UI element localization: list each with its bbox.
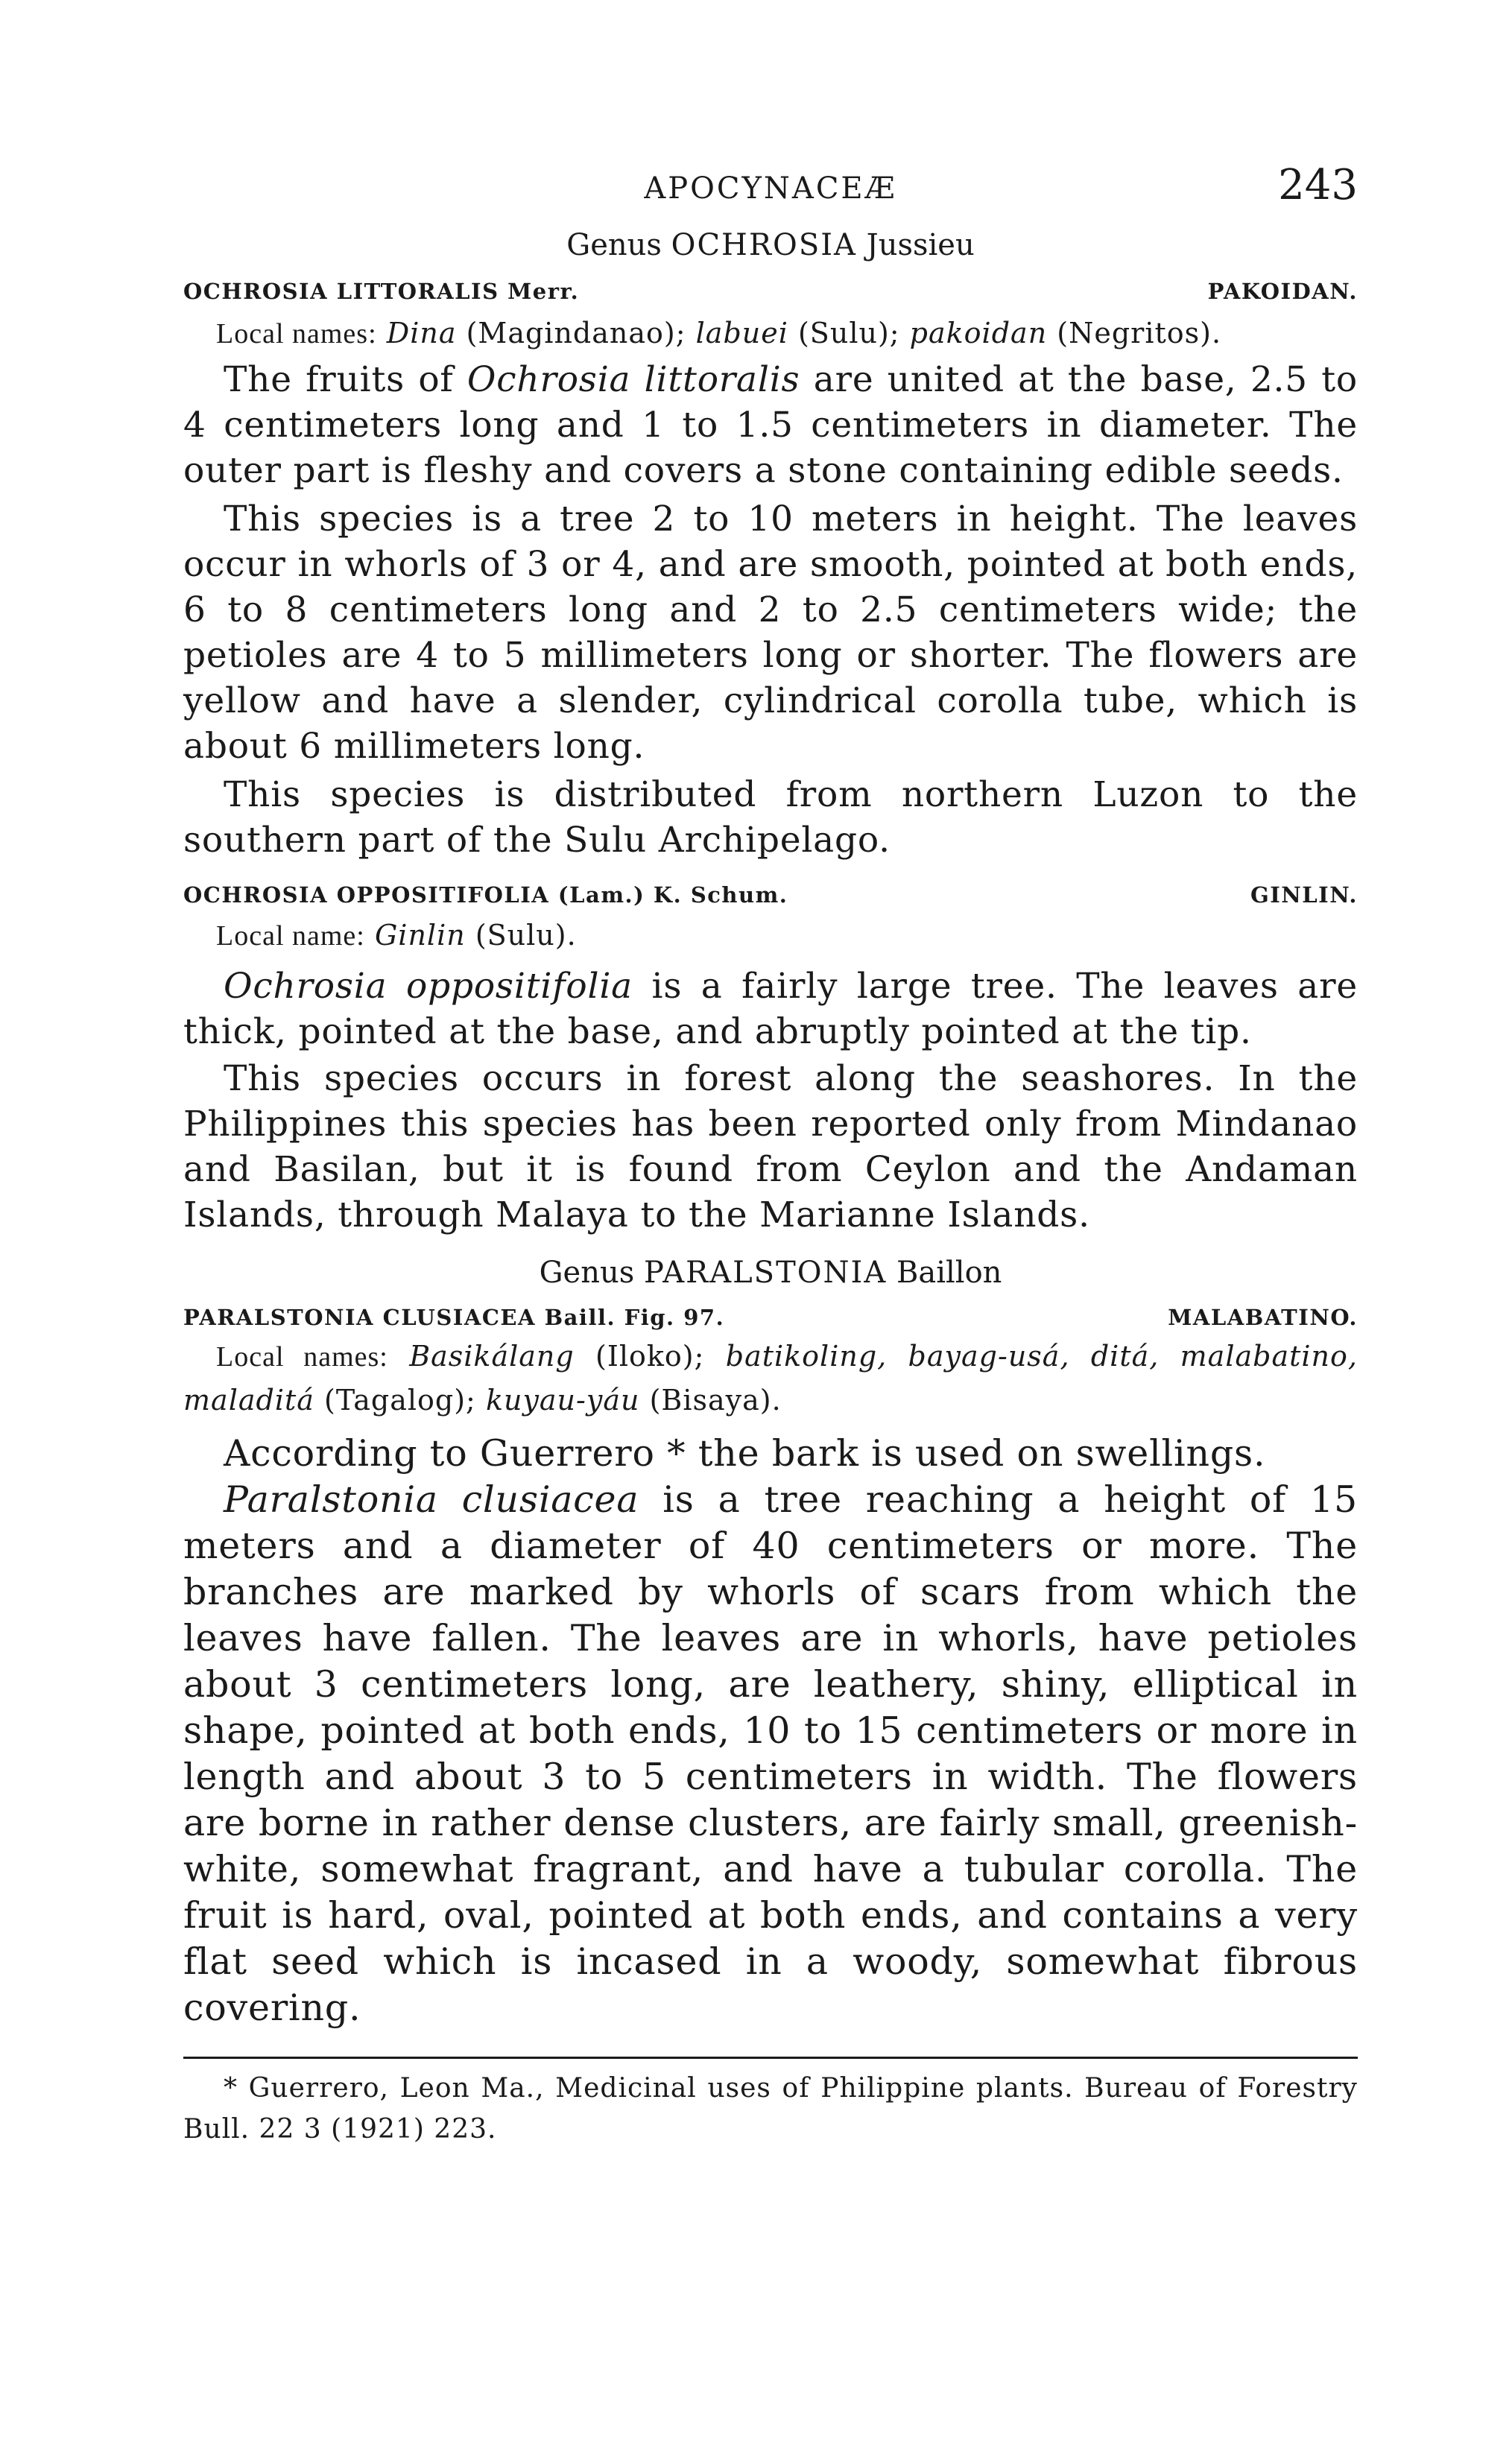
running-head <box>183 161 1358 222</box>
species-author: (Lam.) K. Schum. <box>557 882 788 908</box>
local-name: batikoling, bayag-usá, ditá, malabatino, maladitá <box>183 1340 1358 1417</box>
genus-word: Genus <box>566 228 662 262</box>
local-names-label: Local names: <box>216 1341 388 1373</box>
genus-heading-paralstonia <box>183 1256 1358 1290</box>
local-name: pakoidan <box>909 317 1048 349</box>
local-name: Ginlin <box>374 919 466 952</box>
paragraph-distribution <box>183 772 1358 863</box>
paragraph-fruits <box>183 357 1358 493</box>
paragraph-oppositifolia-description <box>183 963 1358 1054</box>
local-name: kuyau-yáu <box>485 1384 640 1417</box>
local-language: (Magindanao); <box>466 317 686 349</box>
local-names-label: Local name: <box>216 920 365 952</box>
local-language: (Sulu). <box>475 919 577 952</box>
local-language: (Tagalog); <box>324 1384 476 1417</box>
local-language: (Negritos). <box>1057 317 1222 349</box>
paragraph-text: are united at the base, 2.5 to 4 centimeters long and 1 to 1.5 centimeters in diameter. The outer part is fleshy and covers a stone containing edible seeds. <box>183 359 1358 491</box>
species-name: OCHROSIA LITTORALIS <box>183 279 499 304</box>
genus-author: Jussieu <box>866 228 975 262</box>
local-name: Basikálang <box>409 1340 575 1373</box>
common-name: PAKOIDAN. <box>1207 279 1358 304</box>
genus-heading-ochrosia <box>183 228 1358 262</box>
local-language: (Sulu); <box>797 317 900 349</box>
paragraph-description <box>183 496 1358 769</box>
local-names-label: Local names: <box>216 318 377 349</box>
paragraph-oppositifolia-distribution <box>183 1056 1358 1238</box>
paragraph-text: This species occurs in forest along the seashores. In the Philippines this species has been reported only from Mindanao and Basilan, but it is found from Ceylon and the Andaman Islands, through Malaya to the Marianne Islands. <box>183 1058 1358 1235</box>
species-name: OCHROSIA OPPOSITIFOLIA <box>183 882 550 908</box>
running-title: APOCYNACEÆ <box>644 171 897 206</box>
local-language: (Bisaya). <box>649 1384 782 1417</box>
genus-word: Genus <box>539 1256 635 1290</box>
local-names-ochrosia-littoralis <box>183 310 1358 357</box>
genus-name: PARALSTONIA <box>643 1256 888 1290</box>
paragraph-text: This species is distributed from northern Luzon to the southern part of the Sulu Archipelago. <box>183 774 1358 861</box>
species-heading-paralstonia-clusiacea <box>183 1305 1358 1330</box>
paragraph-text: This species is a tree 2 to 10 meters in height. The leaves occur in whorls of 3 or 4, and are smooth, pointed at both ends, 6 to 8 centimeters long and 2 to 2.5 centimeters wide; the petioles are 4 to 5 millimeters long or shorter. The flowers are yellow and have a slender, cylindrical corolla tube, which is about 6 millimeters long. <box>183 499 1358 767</box>
species-italic: Paralstonia clusiacea <box>224 1478 639 1521</box>
paragraph-lead: The fruits of <box>224 359 454 400</box>
local-language: (Iloko); <box>595 1340 705 1373</box>
local-name: labuei <box>695 317 788 349</box>
common-name: MALABATINO. <box>1168 1305 1358 1330</box>
page-number: 243 <box>1278 161 1358 209</box>
species-author: Merr. <box>507 279 580 304</box>
genus-author: Baillon <box>896 1256 1002 1290</box>
footnote: * Guerrero, Leon Ma., Medicinal uses of Philippine plants. Bureau of Forestry Bull. 22 3 (1921) 223. <box>183 2073 1358 2145</box>
species-italic: Ochrosia oppositifolia <box>224 966 633 1007</box>
book-page <box>183 161 1358 2364</box>
species-name: PARALSTONIA CLUSIACEA <box>183 1305 537 1330</box>
paragraph-text: is a tree reaching a height of 15 meters and a diameter of 40 centimeters or more. The branches are marked by whorls of scars from which the leaves have fallen. The leaves are in whorls, have petioles about 3 centimeters long, are leathery, shiny, elliptical in shape, pointed at both ends, 10 to 15 centimeters or more in length and about 3 to 5 centimeters in width. The flowers are borne in rather dense clusters, are fairly small, greenish-white, somewhat fragrant, and have a tubular corolla. The fruit is hard, oval, pointed at both ends, and contains a very flat seed which is incased in a woody, somewhat fibrous covering. <box>183 1478 1358 2029</box>
species-heading-ochrosia-oppositifolia <box>183 882 1358 908</box>
local-names-ochrosia-oppositifolia <box>183 912 1358 959</box>
local-name: Dina <box>386 317 457 349</box>
footnote-rule <box>183 2057 1358 2059</box>
common-name: GINLIN. <box>1250 882 1358 908</box>
local-names-paralstonia-clusiacea <box>183 1335 1358 1422</box>
genus-name: OCHROSIA <box>671 228 857 262</box>
species-author: Baill. Fig. 97. <box>544 1305 725 1330</box>
paragraph-text: is a fairly large tree. The leaves are thick, pointed at the base, and abruptly pointed at the tip. <box>183 966 1358 1052</box>
paragraph-clusiacea-description <box>183 1477 1358 2031</box>
species-italic: Ochrosia littoralis <box>466 359 800 400</box>
paragraph-guerrero <box>183 1431 1358 1477</box>
paragraph-text: According to Guerrero * the bark is used on swellings. <box>224 1432 1266 1475</box>
species-heading-ochrosia-littoralis <box>183 279 1358 304</box>
